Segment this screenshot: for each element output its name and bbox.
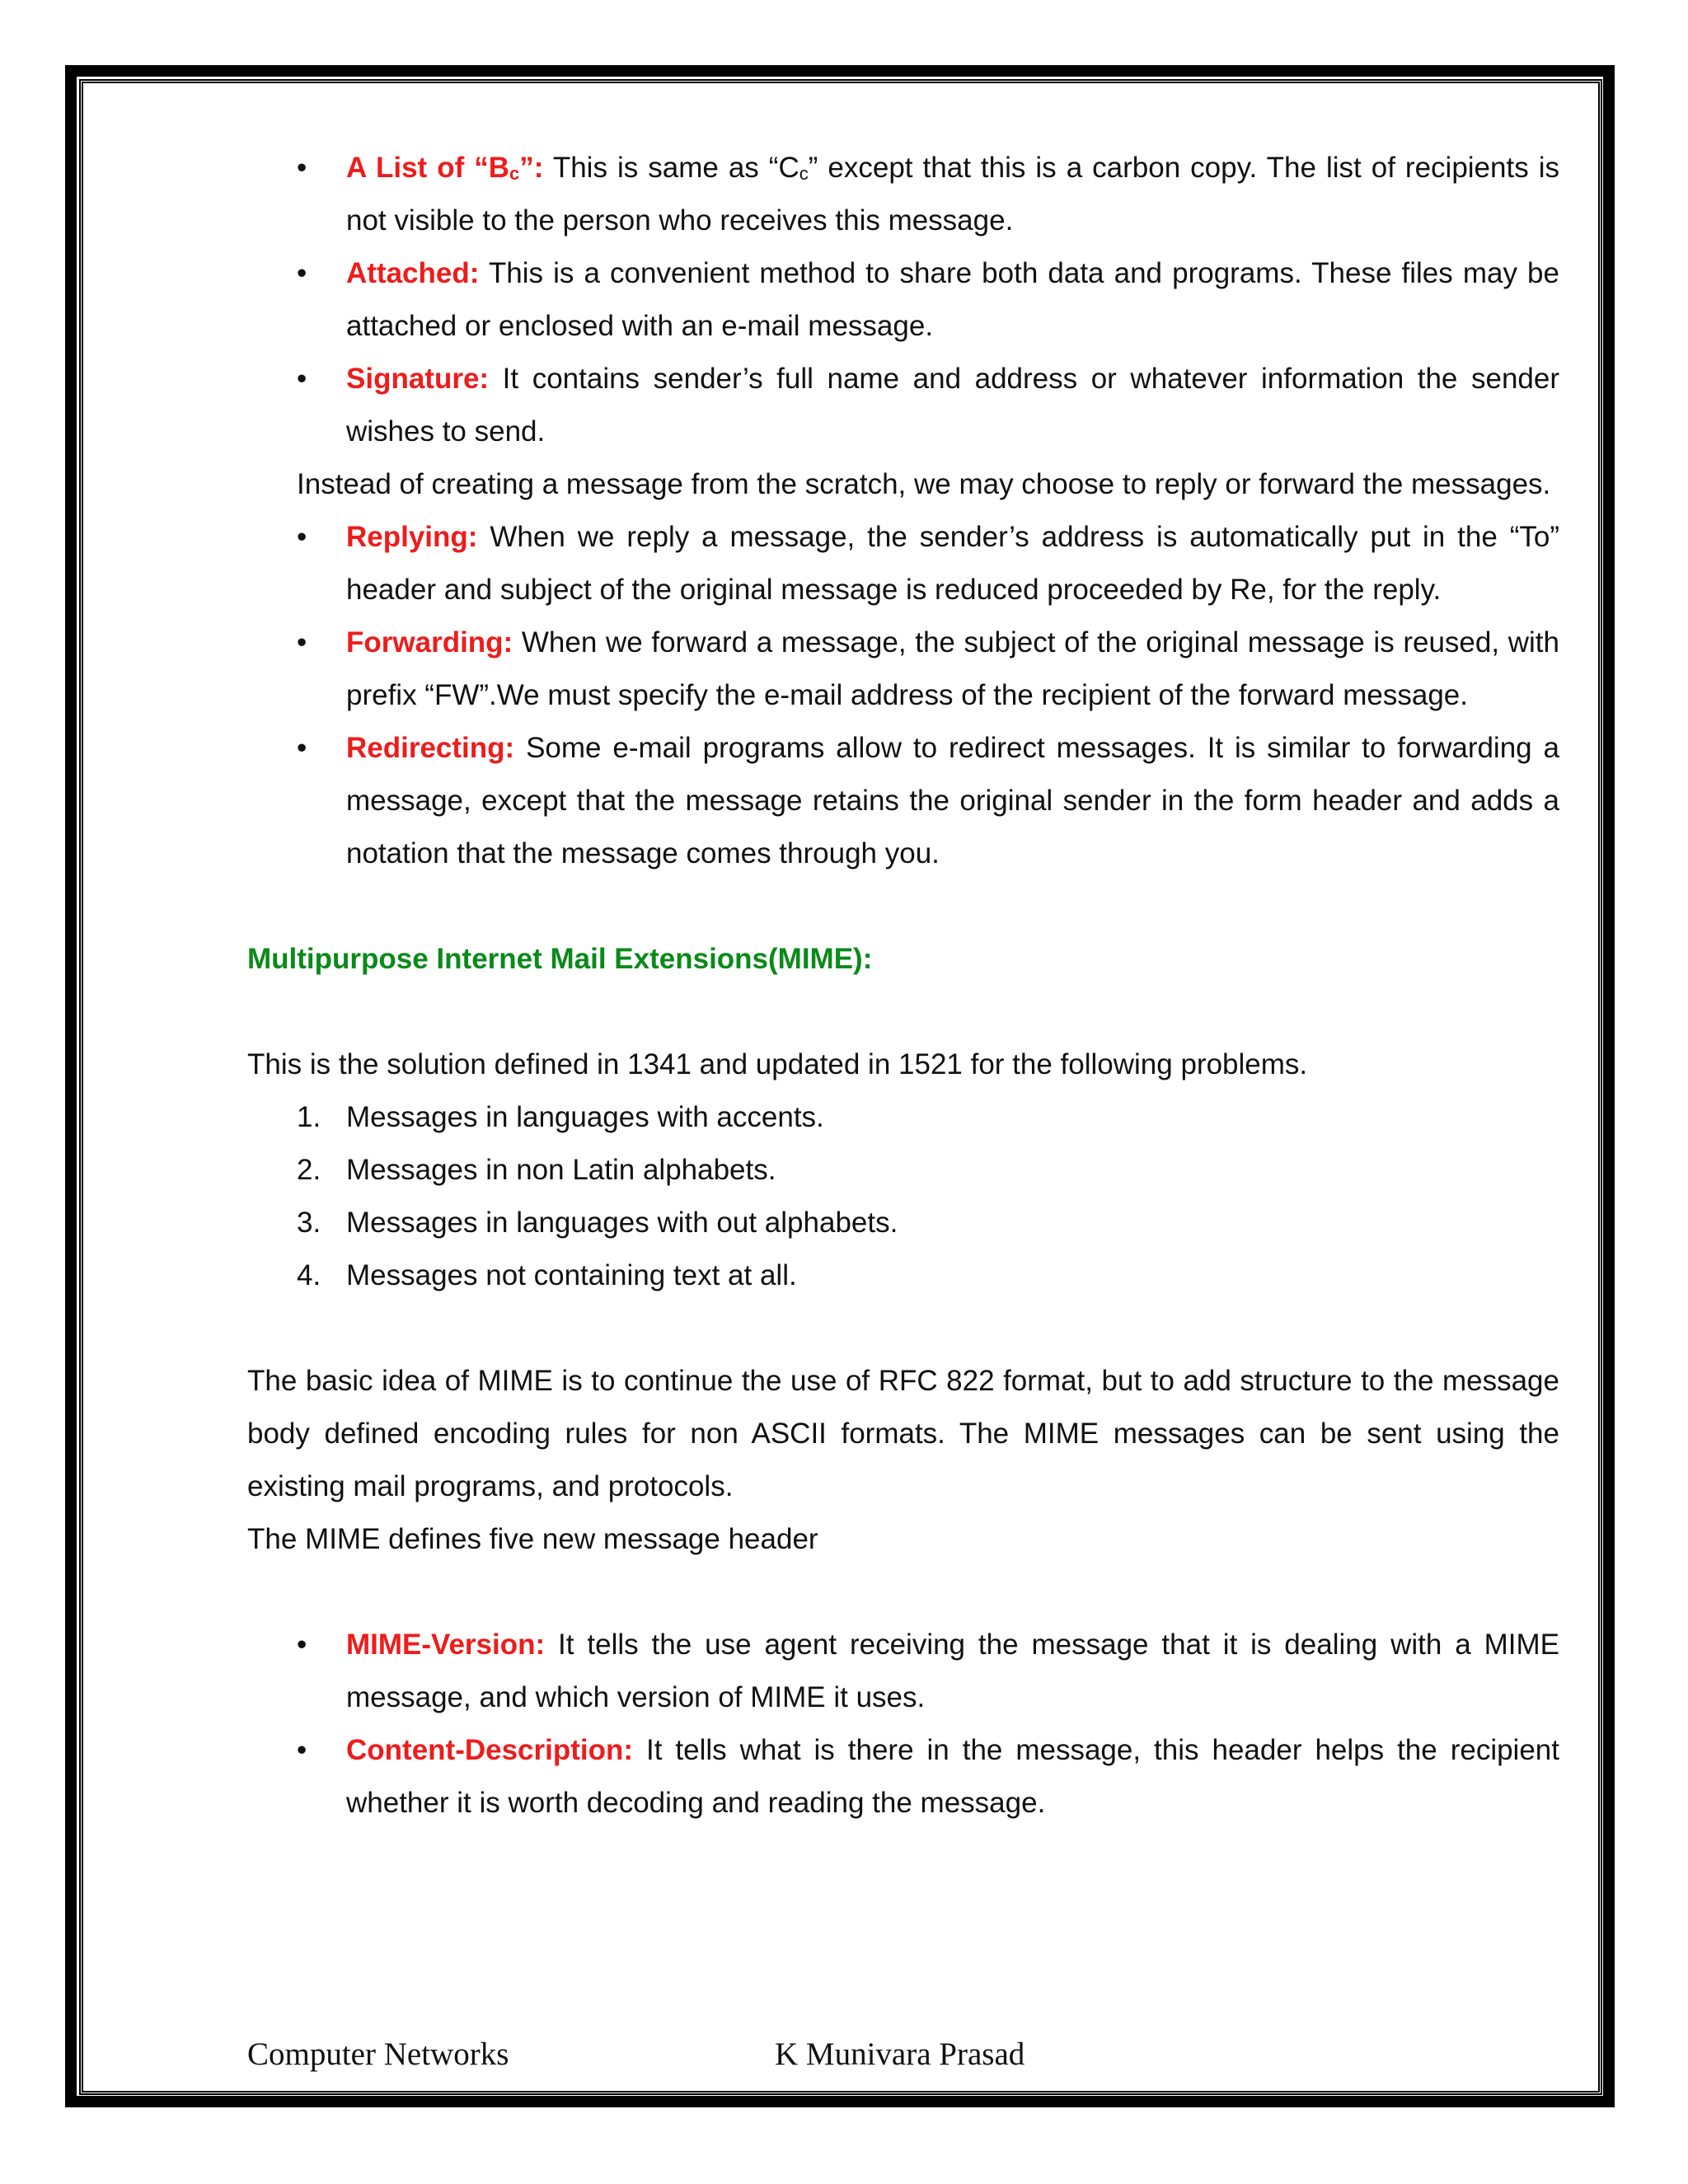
bullet-icon: • [297,521,307,553]
bullet-icon: • [297,152,307,184]
item-number: 2. [297,1154,321,1186]
bullet-icon: • [297,626,307,658]
bullet-icon: • [297,1734,307,1766]
item-number: 4. [297,1259,321,1291]
list-item-redirecting: • Redirecting: Some e-mail programs allow to redirect messages. It is similar to forwarding a message, except that the message retains the original sender in the form header and adds a notation that the message comes through you. [247,722,1559,880]
numbered-item: 1. Messages in languages with accents. [247,1091,1559,1144]
term-forwarding: Forwarding: [346,626,513,658]
item-number: 1. [297,1101,321,1133]
list-item-attached: • Attached: This is a convenient method to share both data and programs. These files may be attached or enclosed with an e-mail message. [247,247,1559,353]
list-item-signature: • Signature: It contains sender’s full name and address or whatever information the sender wishes to send. [247,353,1559,458]
footer-author: K Munivara Prasad [775,2036,1025,2072]
page-content [247,142,1559,1830]
list-item-bcc: • A List of “$B_c$”: This is same as “$C_c$” except that this is a carbon copy. The list of recipients is not visible to the person who receives this message. [247,142,1559,247]
paragraph-solution: This is the solution defined in 1341 and updated in 1521 for the following problems. [247,1048,1308,1080]
term-signature: Signature: [346,363,490,395]
paragraph-defines: The MIME defines five new message header [247,1523,818,1555]
list-item-content-description: • Content-Description: It tells what is there in the message, this header helps the recipient whether it is worth decoding and reading the message. [247,1724,1559,1830]
bullet-icon: • [297,257,307,289]
numbered-item: 4. Messages not containing text at all. [247,1249,1559,1302]
list-item-mime-version: • MIME-Version: It tells the use agent receiving the message that it is dealing with a MIME message, and which version of MIME it uses. [247,1619,1559,1724]
list-item-forwarding: • Forwarding: When we forward a message, the subject of the original message is reused, with prefix “FW”.We must specify the e-mail address of the recipient of the forward message. [247,616,1559,722]
numbered-item: 3. Messages in languages with out alphabets. [247,1197,1559,1249]
section-heading-mime: Multipurpose Internet Mail Extensions(MIME): [247,943,873,975]
numbered-item: 2. Messages in non Latin alphabets. [247,1144,1559,1197]
term-mime-version: MIME-Version: [346,1629,546,1661]
paragraph-instead: Instead of creating a message from the scratch, we may choose to reply or forward the messages. [297,468,1551,500]
footer-course-title: Computer Networks [247,2036,509,2072]
term-content-description: Content-Description: [346,1734,634,1766]
bullet-icon: • [297,732,307,764]
paragraph-basic-idea: The basic idea of MIME is to continue the use of RFC 822 format, but to add structure to the message body defined encoding rules for non ASCII formats. The MIME messages can be sent using the existing mail programs, and protocols. [247,1365,1559,1502]
term-replying: Replying: [346,521,478,553]
term-bcc: A List of “$B_c$”: [346,152,544,184]
list-item-replying: • Replying: When we reply a message, the sender’s address is automatically put in the “To” header and subject of the original message is reduced proceeded by Re, for the reply. [247,511,1559,616]
item-number: 3. [297,1207,321,1239]
term-redirecting: Redirecting: [346,732,515,764]
term-attached: Attached: [346,257,480,289]
bullet-icon: • [297,1629,307,1661]
bullet-icon: • [297,363,307,395]
